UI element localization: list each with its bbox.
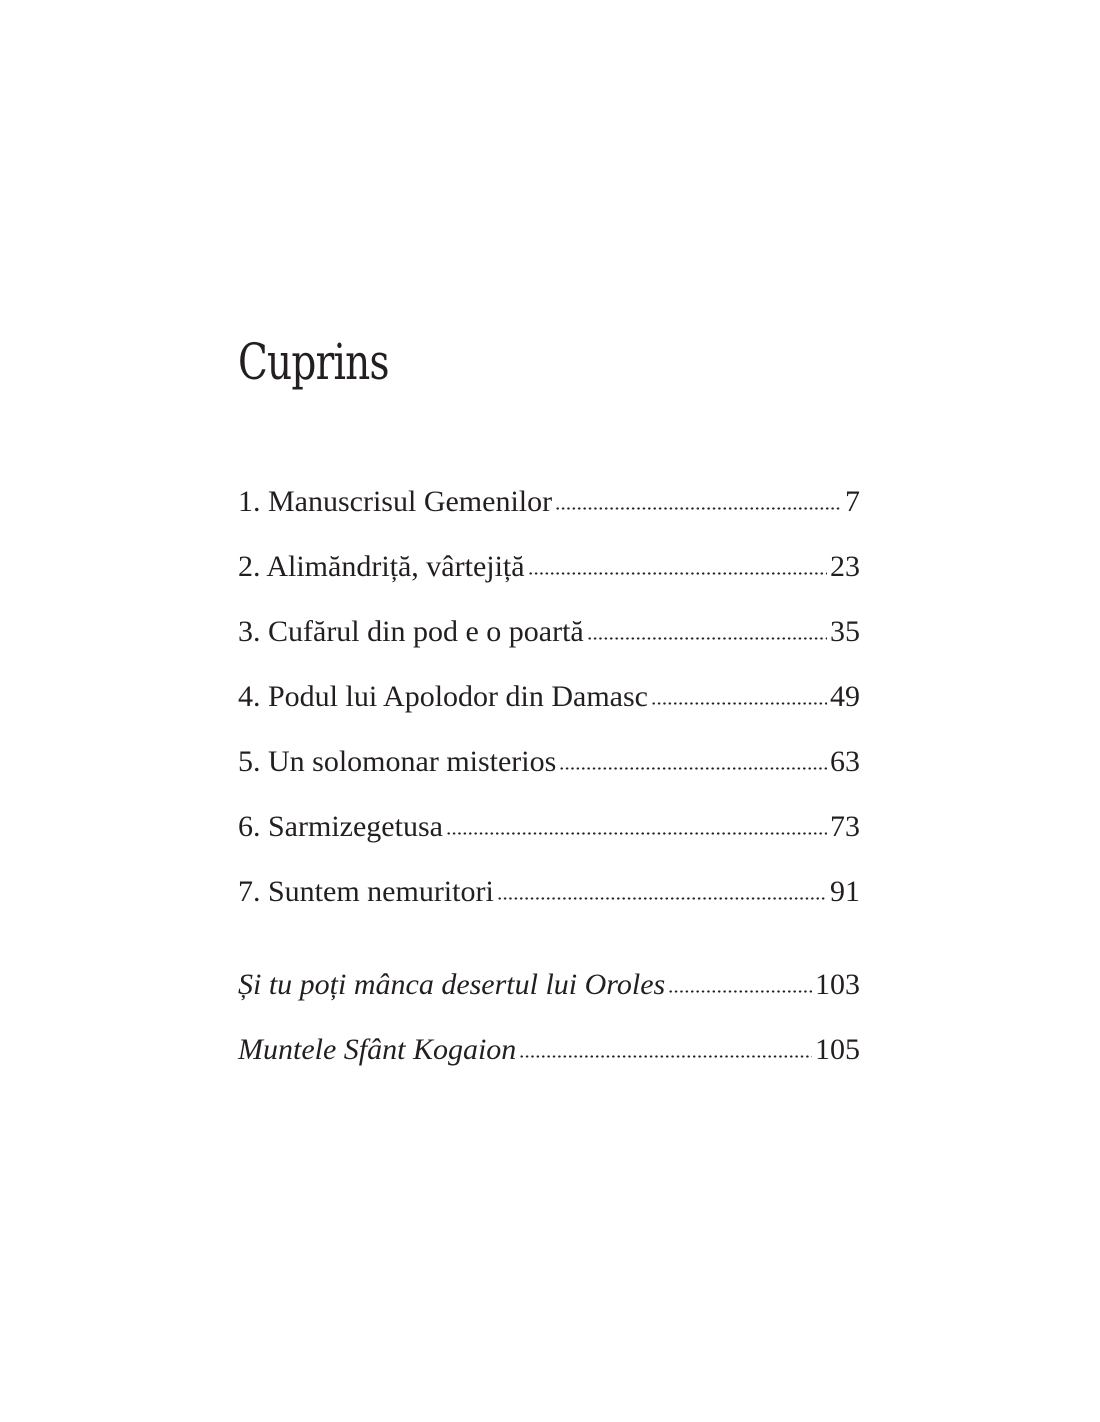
dot-leader — [587, 637, 827, 640]
dot-leader — [519, 1055, 812, 1058]
toc-entry-page: 73 — [830, 810, 860, 843]
toc-entry-page: 35 — [830, 615, 860, 648]
toc-entry-page: 49 — [830, 680, 860, 713]
dot-leader — [446, 832, 827, 835]
toc-appendix-entry — [238, 1028, 860, 1093]
dot-leader — [668, 990, 812, 993]
toc-entry-title: 5. Un solomonar misterios — [238, 745, 557, 778]
dot-leader — [528, 572, 827, 575]
toc-entry-title: Muntele Sfânt Kogaion — [238, 1033, 517, 1066]
toc-entry — [238, 675, 860, 740]
toc-entry — [238, 740, 860, 805]
toc-entry-title: Și tu poți mânca desertul lui Oroles — [238, 968, 666, 1001]
toc-entry — [238, 610, 860, 675]
dot-leader — [559, 767, 827, 770]
toc-entry — [238, 805, 860, 870]
page-title: Cuprins — [238, 333, 389, 391]
toc-entry — [238, 480, 860, 545]
toc-entry-page: 63 — [830, 745, 860, 778]
toc-entry-page: 91 — [830, 875, 860, 908]
toc-entry-page: 7 — [845, 485, 860, 518]
dot-leader — [497, 897, 827, 900]
toc-entry-title: 1. Manuscrisul Gemenilor — [238, 485, 553, 518]
dot-leader — [651, 702, 827, 705]
toc-entry-title: 4. Podul lui Apolodor din Damasc — [238, 680, 648, 713]
toc-entry-title: 2. Alimăndriță, vârtejiță — [238, 550, 525, 583]
dot-leader — [555, 507, 842, 510]
toc-entry — [238, 545, 860, 610]
toc-entry-page: 105 — [815, 1033, 860, 1066]
toc-entry-title: 7. Suntem nemuritori — [238, 875, 494, 908]
section-gap — [238, 935, 860, 963]
toc-entry-page: 23 — [830, 550, 860, 583]
toc-entry-page: 103 — [815, 968, 860, 1001]
toc-entry-title: 3. Cufărul din pod e o poartă — [238, 615, 584, 648]
table-of-contents — [238, 480, 860, 1093]
toc-entry-title: 6. Sarmizegetusa — [238, 810, 443, 843]
toc-entry — [238, 870, 860, 935]
toc-appendix-entry — [238, 963, 860, 1028]
